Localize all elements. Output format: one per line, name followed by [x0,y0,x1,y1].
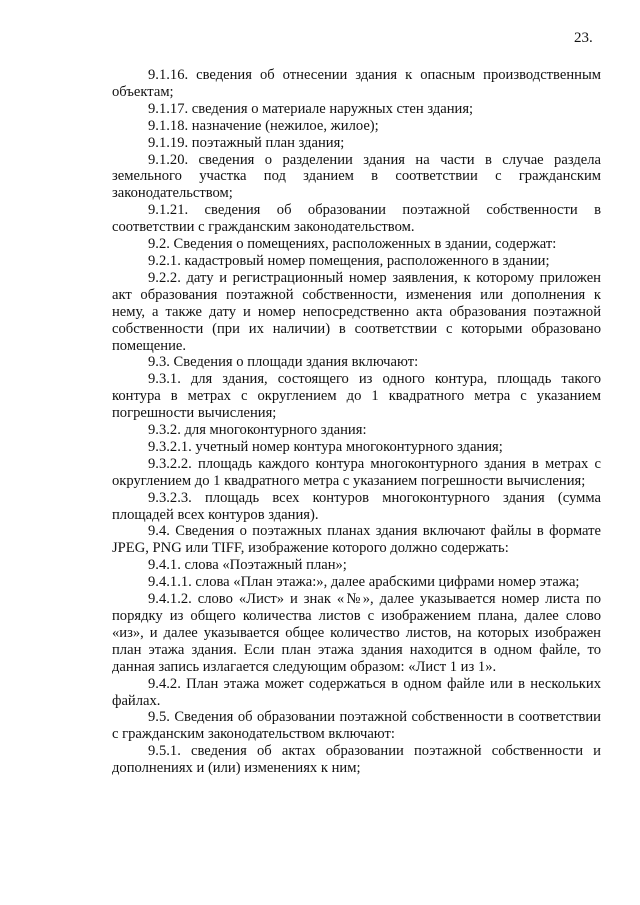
paragraph-9-1-17: 9.1.17. сведения о материале наружных стен здания; [148,100,474,117]
paragraph-9-2-2: 9.2.2. дату и регистрационный номер заявления, к которому приложен акт образования поэтажной собственности, изменения или дополнения к нему, а также дату и номер непосредственно акта образования поэтажной собственности (при их наличии) в соответствии с которыми образовано помещение. [112,269,601,354]
paragraph-9-3-2: 9.3.2. для многоконтурного здания: [148,422,367,439]
paragraph-9-2: 9.2. Сведения о помещениях, расположенных в здании, содержат: [148,236,557,253]
paragraph-9-4: 9.4. Сведения о поэтажных планах здания включают файлы в формате JPEG, PNG или TIFF, изображение которого должно содержать: [112,523,601,557]
paragraph-9-5-1: 9.5.1. сведения об актах образовании поэтажной собственности и дополнениях и (или) изменениях к ним; [112,743,601,777]
paragraph-9-4-1-2: 9.4.1.2. слово «Лист» и знак «№», далее указывается номер листа по порядку из общего количества листов с изображением плана, далее слово «из», и далее указывается общее количество листов, на которых изображен план этажа здания. Если план этажа здания находится в одном файле, то данная запись излагается следующим образом: «Лист 1 из 1». [112,591,601,675]
paragraph-9-3-2-3: 9.3.2.3. площадь всех контуров многоконтурного здания (сумма площадей всех контуров здания). [112,489,601,523]
paragraph-9-1-16: 9.1.16. сведения об отнесении здания к опасным производственным объектам; [112,67,601,100]
paragraph-9-4-2: 9.4.2. План этажа может содержаться в одном файле или в нескольких файлах. [112,675,601,709]
paragraph-9-2-1: 9.2.1. кадастровый номер помещения, расположенного в здании; [148,252,550,269]
paragraph-9-1-21: 9.1.21. сведения об образовании поэтажной собственности в соответствии с гражданским законодательством. [112,202,601,236]
paragraph-9-3: 9.3. Сведения о площади здания включают: [148,354,419,371]
paragraph-9-1-19: 9.1.19. поэтажный план здания; [148,134,345,151]
document-body [112,67,601,777]
paragraph-9-1-18: 9.1.18. назначение (нежилое, жилое); [148,117,379,134]
paragraph-9-1-20: 9.1.20. сведения о разделении здания на части в случае раздела земельного участка под зданием в соответствии с гражданским законодательством; [112,151,601,202]
paragraph-9-3-2-1: 9.3.2.1. учетный номер контура многоконтурного здания; [148,438,503,455]
paragraph-9-4-1: 9.4.1. слова «Поэтажный план»; [148,557,347,574]
paragraph-9-4-1-1: 9.4.1.1. слова «План этажа:», далее арабскими цифрами номер этажа; [148,574,580,591]
paragraph-9-3-2-2: 9.3.2.2. площадь каждого контура многоконтурного здания в метрах с округлением до 1 квадратного метра с указанием погрешности вычисления; [112,455,601,489]
page-number: 23. [574,30,593,46]
paragraph-9-5: 9.5. Сведения об образовании поэтажной собственности в соответствии с гражданским законодательством включают: [112,709,601,743]
paragraph-9-3-1: 9.3.1. для здания, состоящего из одного контура, площадь такого контура в метрах с округлением до 1 квадратного метра с указанием погрешности вычисления; [112,371,601,422]
